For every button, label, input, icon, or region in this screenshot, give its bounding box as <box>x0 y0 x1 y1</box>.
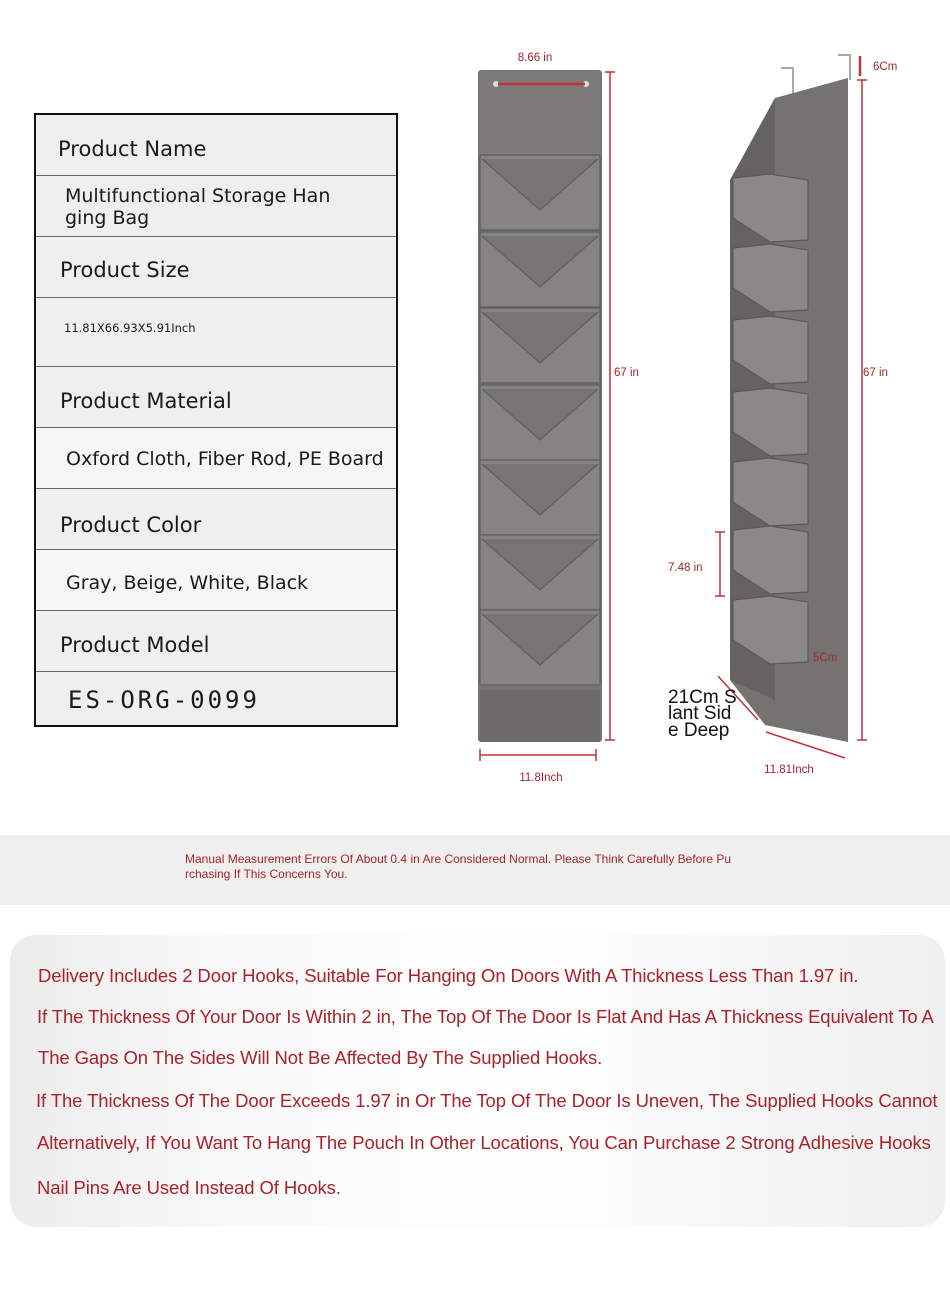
front-width-bottom-label: 11.8Inch <box>519 772 563 784</box>
front-height-label: 67 in <box>614 367 639 379</box>
side-organizer-image <box>730 55 850 742</box>
spec-value: Oxford Cloth, Fiber Rod, PE Board <box>66 448 384 470</box>
spec-label: Product Color <box>60 513 202 537</box>
side-width-label: 11.81Inch <box>764 764 814 776</box>
hook-height-label: 6Cm <box>873 61 898 73</box>
spec-label: Product Model <box>60 633 210 657</box>
side-deep-label: lant Sid <box>668 703 732 724</box>
spec-value-line: ging Bag <box>65 207 150 229</box>
front-organizer-image <box>478 70 602 742</box>
spec-label: Product Material <box>60 389 232 413</box>
info-line: Nail Pins Are Used Instead Of Hooks. <box>37 1177 341 1198</box>
spec-value: 11.81X66.93X5.91Inch <box>64 321 196 335</box>
measurement-note <box>0 835 950 905</box>
pocket-height-label: 7.48 in <box>668 562 703 574</box>
spec-value: Gray, Beige, White, Black <box>66 572 309 594</box>
spec-value: ES-ORG-0099 <box>68 686 260 714</box>
info-line: Delivery Includes 2 Door Hooks, Suitable For Hanging On Doors With A Thickness Less Than 1.97 in. <box>38 965 859 986</box>
spec-label: Product Size <box>60 258 190 282</box>
side-deep-label: 21Cm S <box>668 687 737 708</box>
info-line: Alternatively, If You Want To Hang The Pouch In Other Locations, You Can Purchase 2 Strong Adhesive Hooks <box>37 1132 931 1153</box>
note-line: Manual Measurement Errors Of About 0.4 in Are Considered Normal. Please Think Carefully Before Pu <box>185 852 732 866</box>
info-line: If The Thickness Of Your Door Is Within 2 in, The Top Of The Door Is Flat And Has A Thickness Equivalent To A <box>37 1006 934 1027</box>
side-deep-label: e Deep <box>668 720 730 741</box>
note-line: rchasing If This Concerns You. <box>185 867 348 881</box>
pocket-gap-label: 5Cm <box>813 652 838 664</box>
front-width-top-label: 8.66 in <box>517 52 553 64</box>
hook-info-card <box>10 935 945 1227</box>
info-line: If The Thickness Of The Door Exceeds 1.97 in Or The Top Of The Door Is Uneven, The Supplied Hooks Cannot <box>36 1090 938 1111</box>
side-height-label: 67 in <box>863 367 888 379</box>
info-line: The Gaps On The Sides Will Not Be Affected By The Supplied Hooks. <box>38 1047 603 1068</box>
spec-value-line: Multifunctional Storage Han <box>65 185 331 207</box>
spec-label: Product Name <box>58 137 207 161</box>
